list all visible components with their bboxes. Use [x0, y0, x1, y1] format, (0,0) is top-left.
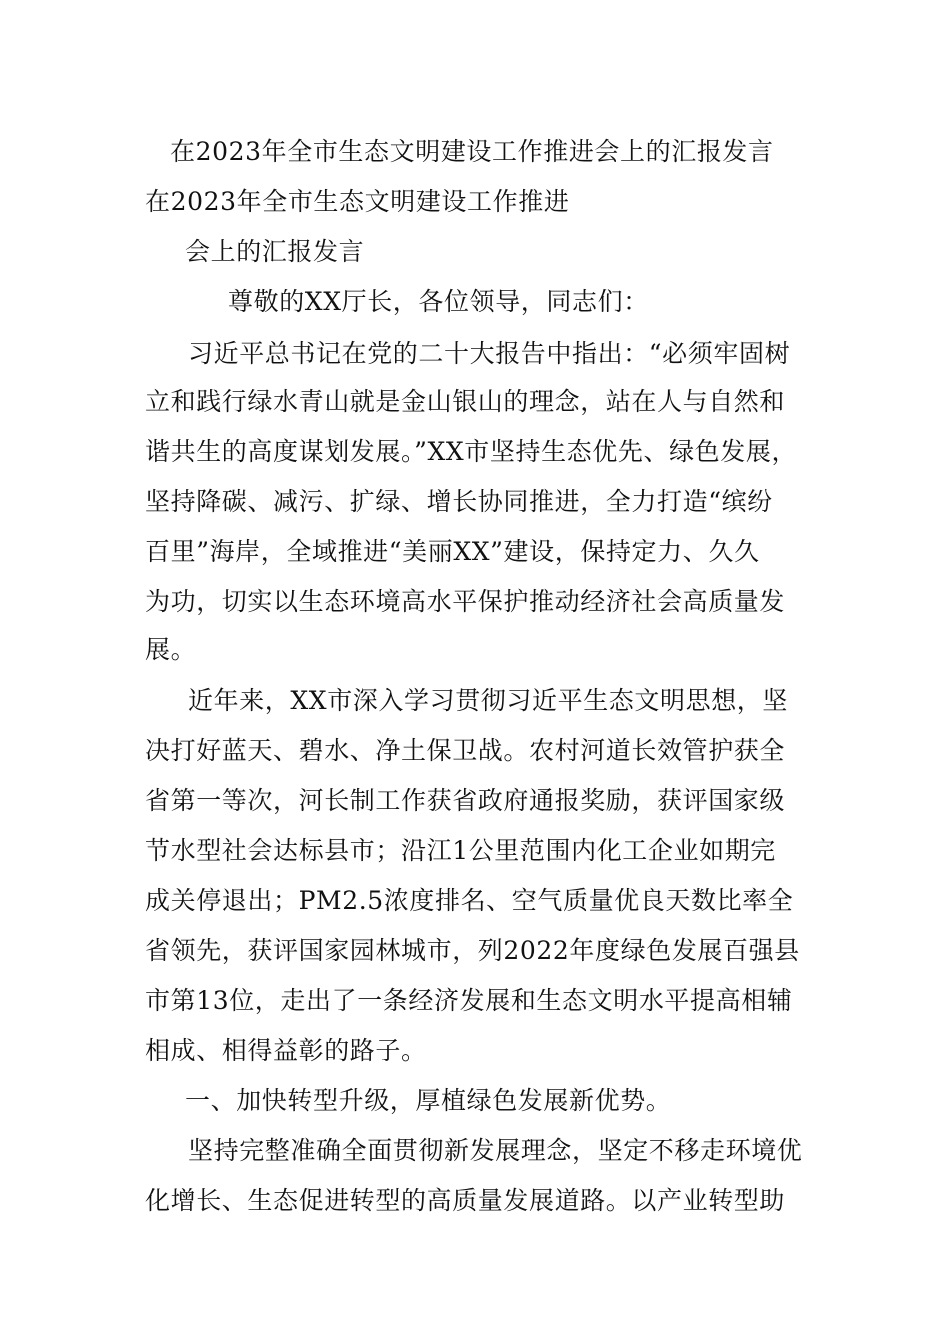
paragraph-line: 省第一等次，河长制工作获省政府通报奖励，获评国家级	[145, 786, 786, 815]
document-title: 在2023年全市生态文明建设工作推进会上的汇报发言	[170, 137, 774, 166]
paragraph-line: 坚持降碳、减污、扩绿、增长协同推进，全力打造“缤纷	[145, 487, 773, 516]
paragraph-line: 决打好蓝天、碧水、净土保卫战。农村河道长效管护获全	[145, 736, 786, 765]
paragraph-line: 立和践行绿水青山就是金山银山的理念，站在人与自然和	[145, 387, 786, 416]
section-heading: 一、加快转型升级，厚植绿色发展新优势。	[185, 1086, 672, 1115]
paragraph-line: 展。	[145, 635, 197, 664]
subtitle-line: 在2023年全市生态文明建设工作推进	[145, 187, 570, 216]
subtitle-line: 会上的汇报发言	[185, 237, 365, 266]
paragraph-line: 省领先，获评国家园林城市，列2022年度绿色发展百强县	[145, 936, 800, 965]
paragraph-line: 近年来，XX市深入学习贯彻习近平生态文明思想，坚	[188, 686, 788, 715]
paragraph-line: 化增长、生态促进转型的高质量发展道路。以产业转型助	[145, 1186, 786, 1215]
paragraph-line: 相成、相得益彰的路子。	[145, 1036, 427, 1065]
paragraph-line: 习近平总书记在党的二十大报告中指出：“必须牢固树	[188, 339, 791, 368]
paragraph-line: 成关停退出；PM2.5浓度排名、空气质量优良天数比率全	[145, 886, 794, 915]
paragraph-line: 节水型社会达标县市；沿江1公里范围内化工企业如期完	[145, 836, 776, 865]
paragraph-line: 坚持完整准确全面贯彻新发展理念，坚定不移走环境优	[188, 1136, 803, 1165]
paragraph-line: 为功，切实以生态环境高水平保护推动经济社会高质量发	[145, 587, 786, 616]
paragraph-line: 谐共生的高度谋划发展。”XX市坚持生态优先、绿色发展，	[145, 437, 798, 466]
salutation: 尊敬的XX厅长，各位领导，同志们：	[228, 287, 649, 316]
paragraph-line: 市第13位，走出了一条经济发展和生态文明水平提高相辅	[145, 986, 793, 1015]
paragraph-line: 百里”海岸，全域推进“美丽XX”建设，保持定力、久久	[145, 537, 760, 566]
